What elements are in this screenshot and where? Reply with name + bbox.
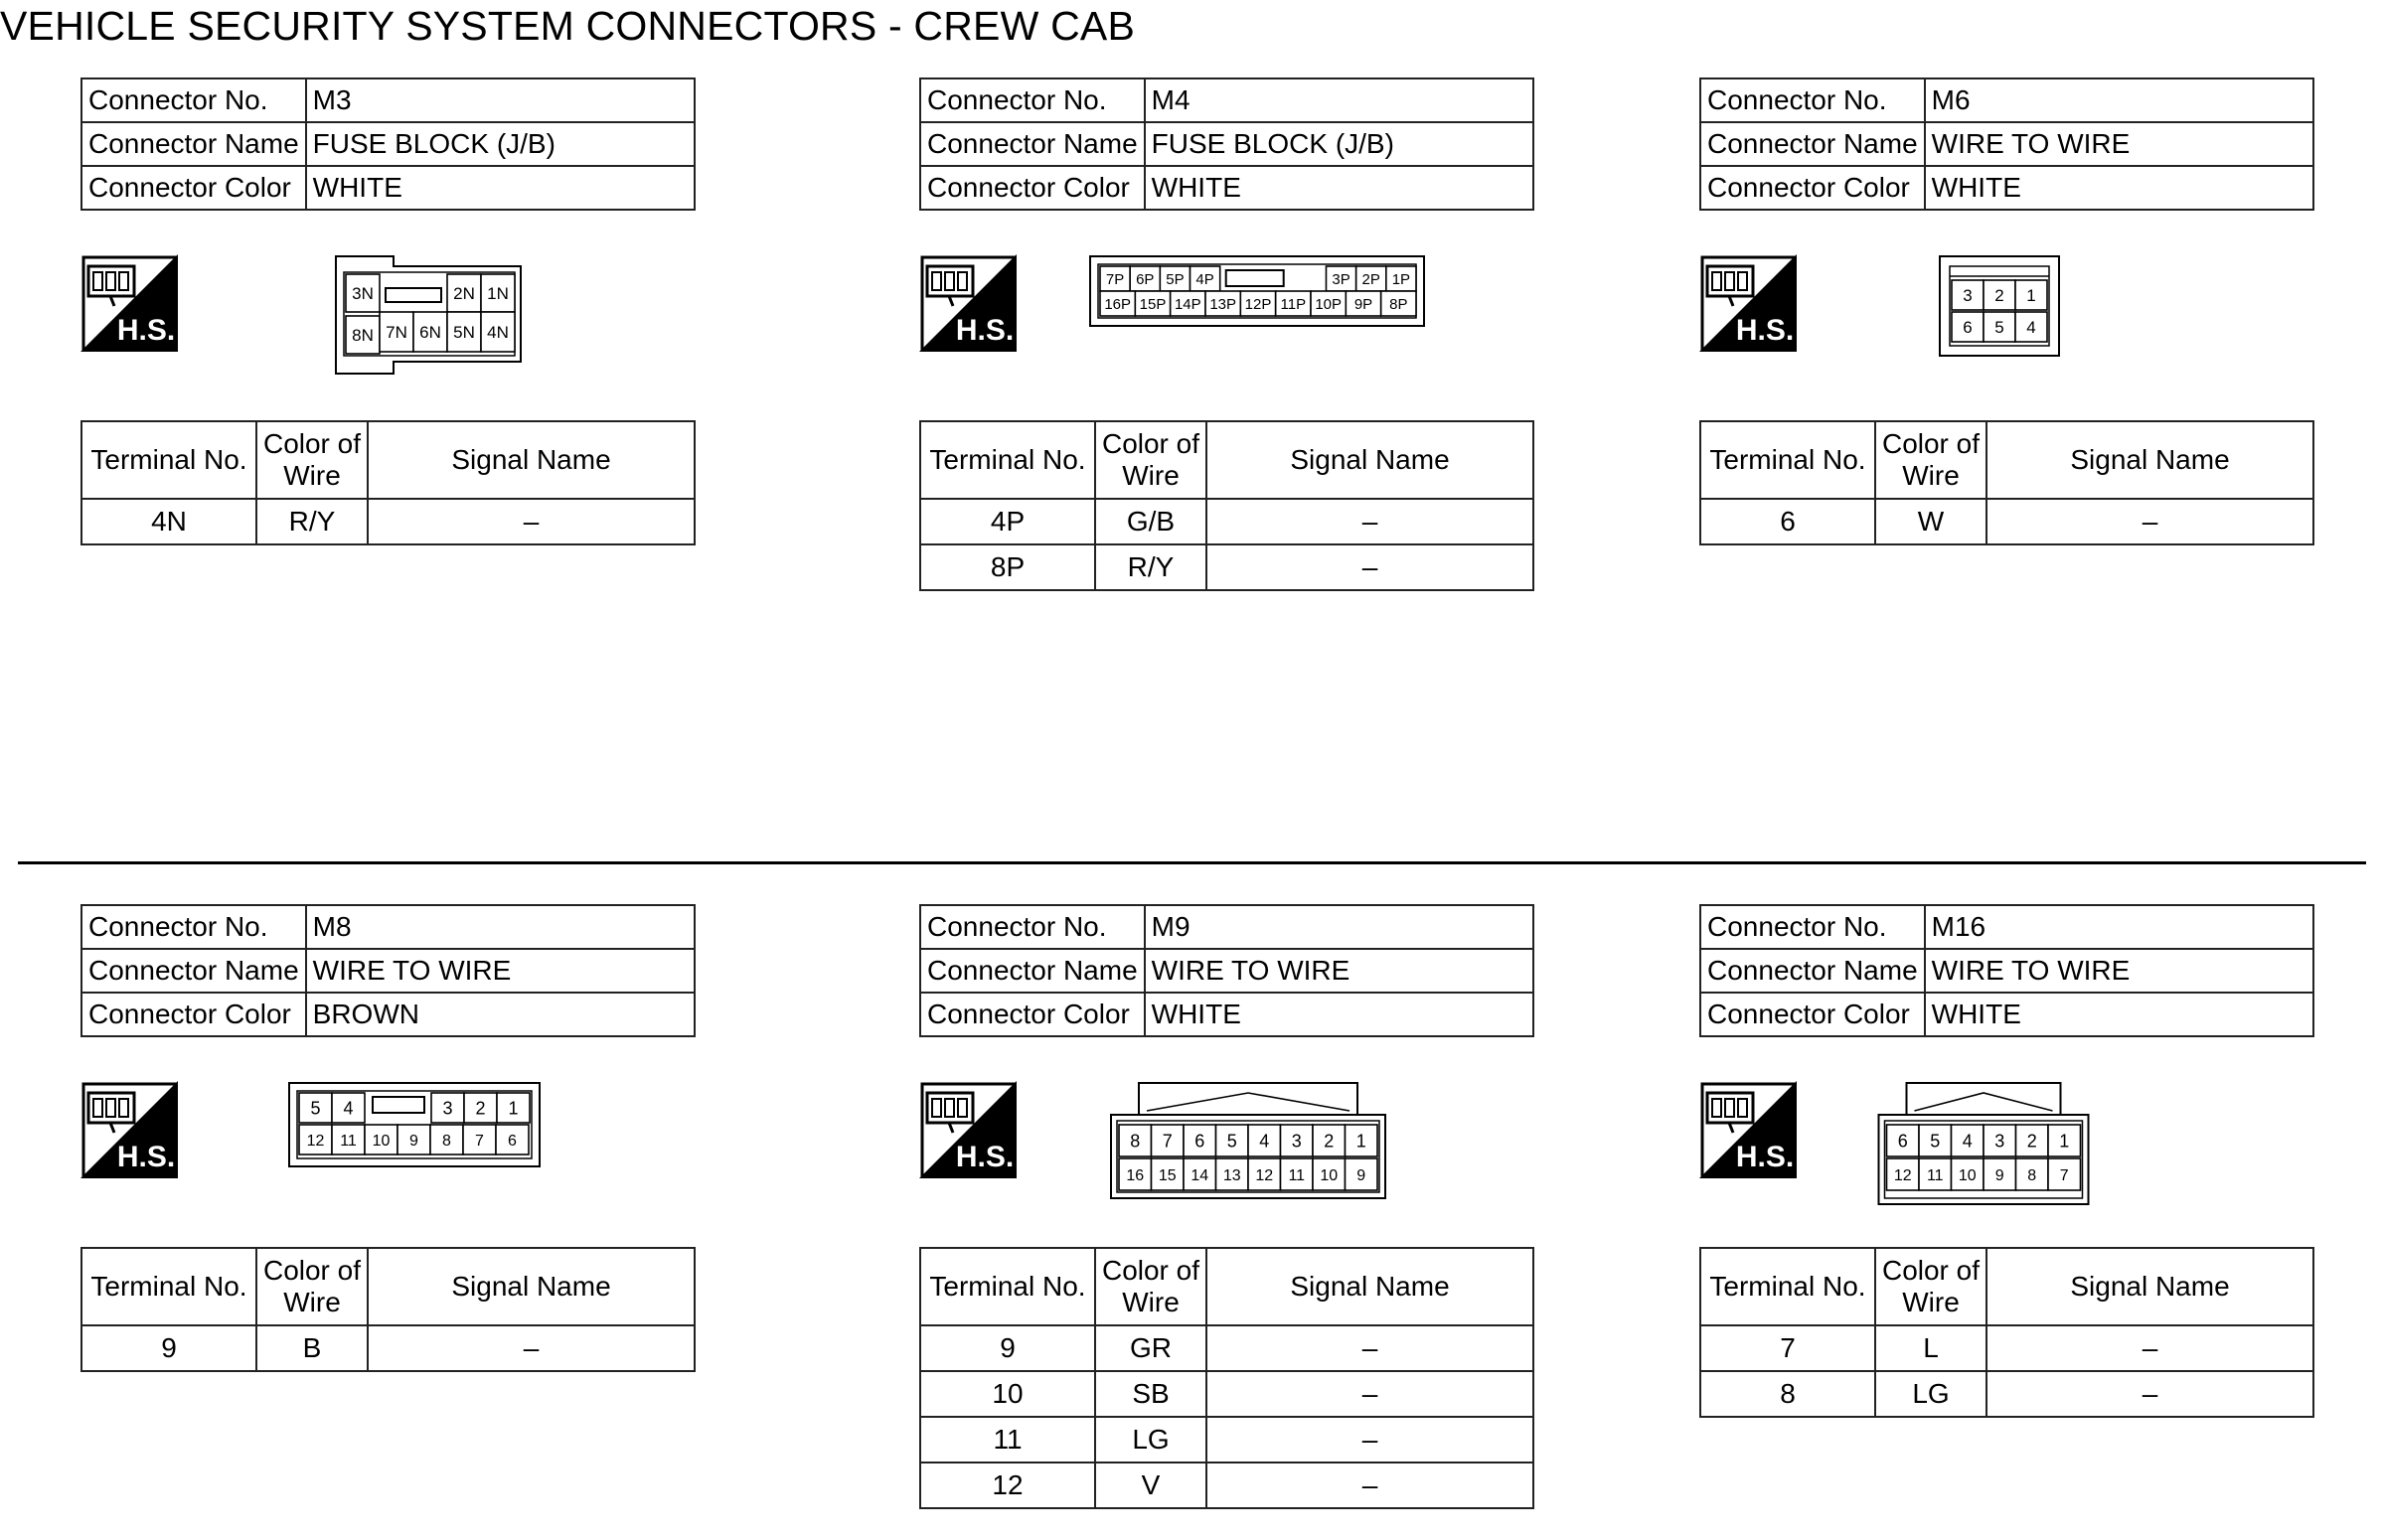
pin-label: 14 [1191, 1166, 1209, 1184]
pin-label: 4N [487, 323, 509, 343]
wire-header: Wire [1122, 460, 1180, 491]
pin-label: 7 [2059, 1166, 2069, 1184]
connector-block-m16 [1699, 904, 2335, 1540]
hs-label: H.S. [955, 1141, 1015, 1173]
wire-header: Wire [1902, 1287, 1960, 1317]
pin-label: 3 [442, 1098, 453, 1119]
pin-label: 2 [1324, 1131, 1335, 1152]
connector-info-table [80, 77, 696, 211]
pin-label: 5 [1994, 318, 2004, 338]
connector-color-label: Connector Color [81, 993, 306, 1036]
pin-label: 15P [1139, 295, 1167, 313]
pin-label: 11P [1280, 295, 1307, 313]
terminal-table [1699, 420, 2314, 545]
connector-color-value: BROWN [306, 993, 695, 1036]
color-of-wire-header: Color of [1881, 428, 1981, 459]
wire-color-cell: SB [1095, 1371, 1206, 1417]
pin-label: 4P [1195, 270, 1214, 288]
connector-info-table [919, 77, 1534, 211]
color-of-wire-header: Color of [1101, 1255, 1200, 1286]
table-row [920, 1463, 1533, 1508]
table-row [920, 1371, 1533, 1417]
pin-label: 10 [1958, 1166, 1977, 1184]
wire-color-cell: V [1095, 1463, 1206, 1508]
connector-name-value: FUSE BLOCK (J/B) [1145, 122, 1533, 166]
connector-info-table [80, 904, 696, 1037]
pin-label: 6 [1897, 1131, 1908, 1152]
color-of-wire-header: Color of [1881, 1255, 1981, 1286]
connector-no-label: Connector No. [1700, 78, 1925, 122]
signal-name-header: Signal Name [1986, 1248, 2313, 1325]
connector-info-table [919, 904, 1534, 1037]
pin-label: 9 [1356, 1166, 1366, 1184]
pin-label: 8P [1389, 295, 1408, 313]
wire-header: Wire [283, 1287, 341, 1317]
signal-name-cell: – [368, 499, 695, 544]
connector-color-label: Connector Color [1700, 166, 1925, 210]
pin-label: 4 [1259, 1131, 1270, 1152]
connector-info-table [1699, 77, 2314, 211]
terminal-no-header: Terminal No. [920, 421, 1095, 499]
pin-label: 1 [508, 1098, 519, 1119]
connector-no-label: Connector No. [1700, 905, 1925, 949]
pin-label: 8 [442, 1132, 451, 1150]
section-divider [18, 861, 2366, 864]
pin-label: 10 [372, 1132, 391, 1150]
terminal-no-header: Terminal No. [1700, 421, 1875, 499]
connector-name-label: Connector Name [1700, 122, 1925, 166]
signal-name-cell: – [1206, 1417, 1533, 1463]
connector-name-value: WIRE TO WIRE [1925, 122, 2313, 166]
connector-no-label: Connector No. [81, 78, 306, 122]
pin-label: 14P [1174, 295, 1201, 313]
pin-label: 8N [352, 326, 374, 346]
wire-color-cell: W [1875, 499, 1986, 544]
connector-name-value: FUSE BLOCK (J/B) [306, 122, 695, 166]
terminal-table [919, 420, 1534, 591]
pin-label: 2 [2026, 1131, 2037, 1152]
connector-color-label: Connector Color [1700, 993, 1925, 1036]
signal-name-cell: – [1206, 499, 1533, 544]
signal-name-cell: – [368, 1325, 695, 1371]
table-row [1700, 1371, 2313, 1417]
signal-name-cell: – [1206, 1463, 1533, 1508]
pin-label: 7P [1105, 270, 1125, 288]
wire-color-cell: LG [1875, 1371, 1986, 1417]
table-row [1700, 499, 2313, 544]
signal-name-header: Signal Name [368, 1248, 695, 1325]
terminal-cell: 12 [920, 1463, 1095, 1508]
pin-label: 3 [1963, 286, 1973, 306]
table-row [81, 1325, 695, 1371]
table-row [920, 1325, 1533, 1371]
terminal-cell: 4N [81, 499, 256, 544]
connector-no-value: M8 [306, 905, 695, 949]
signal-name-header: Signal Name [1206, 421, 1533, 499]
connector-color-label: Connector Color [920, 166, 1145, 210]
wire-color-cell: R/Y [256, 499, 368, 544]
terminal-cell: 7 [1700, 1325, 1875, 1371]
pin-label: 15 [1158, 1166, 1177, 1184]
wire-header: Wire [283, 460, 341, 491]
pin-label: 3N [352, 284, 374, 304]
hs-label: H.S. [955, 314, 1015, 347]
terminal-no-header: Terminal No. [81, 1248, 256, 1325]
connector-name-label: Connector Name [81, 949, 306, 993]
signal-name-cell: – [1986, 499, 2313, 544]
connector-block-m8 [80, 904, 716, 1540]
connector-color-value: WHITE [1145, 993, 1533, 1036]
connector-name-value: WIRE TO WIRE [306, 949, 695, 993]
pin-label: 2P [1361, 270, 1380, 288]
terminal-table [80, 420, 696, 545]
terminal-cell: 6 [1700, 499, 1875, 544]
pin-label: 3 [1291, 1131, 1302, 1152]
connector-name-label: Connector Name [920, 122, 1145, 166]
connector-no-label: Connector No. [81, 905, 306, 949]
pin-label: 6N [419, 323, 441, 343]
connector-block-m6 [1699, 77, 2335, 713]
pin-label: 12 [306, 1132, 325, 1150]
terminal-table [919, 1247, 1534, 1509]
table-row [920, 544, 1533, 590]
connector-color-value: WHITE [1145, 166, 1533, 210]
pin-label: 6 [1194, 1131, 1205, 1152]
pin-label: 6 [508, 1132, 517, 1150]
connector-no-value: M6 [1925, 78, 2313, 122]
connector-no-label: Connector No. [920, 905, 1145, 949]
pin-label: 11 [1288, 1166, 1306, 1184]
wire-color-cell: R/Y [1095, 544, 1206, 590]
connector-color-value: WHITE [1925, 166, 2313, 210]
connector-name-label: Connector Name [1700, 949, 1925, 993]
wire-color-cell: G/B [1095, 499, 1206, 544]
pin-label: 1P [1391, 270, 1411, 288]
pin-label: 7 [1162, 1131, 1173, 1152]
pin-label: 4 [2026, 318, 2036, 338]
wire-header: Wire [1902, 460, 1960, 491]
pin-label: 2 [1994, 286, 2004, 306]
color-of-wire-header: Color of [262, 1255, 362, 1286]
signal-name-cell: – [1206, 544, 1533, 590]
terminal-cell: 10 [920, 1371, 1095, 1417]
color-of-wire-header: Color of [1101, 428, 1200, 459]
connector-no-value: M4 [1145, 78, 1533, 122]
hs-label: H.S. [1735, 314, 1795, 347]
signal-name-cell: – [1986, 1371, 2313, 1417]
connector-name-value: WIRE TO WIRE [1925, 949, 2313, 993]
hs-label: H.S. [116, 314, 176, 347]
terminal-cell: 8 [1700, 1371, 1875, 1417]
wire-color-cell: B [256, 1325, 368, 1371]
terminal-no-header: Terminal No. [920, 1248, 1095, 1325]
terminal-cell: 8P [920, 544, 1095, 590]
pin-label: 13 [1222, 1166, 1241, 1184]
harness-side-icon [80, 1081, 178, 1178]
terminal-cell: 11 [920, 1417, 1095, 1463]
table-row [920, 499, 1533, 544]
connector-face-diagram [287, 1081, 546, 1172]
connector-info-table [1699, 904, 2314, 1037]
connector-face-diagram [334, 254, 527, 380]
pin-label: 7 [475, 1132, 484, 1150]
terminal-cell: 9 [81, 1325, 256, 1371]
pin-label: 11 [1926, 1166, 1944, 1184]
pin-label: 12P [1244, 295, 1272, 313]
signal-name-header: Signal Name [368, 421, 695, 499]
pin-label: 6 [1963, 318, 1973, 338]
pin-label: 4 [1962, 1131, 1973, 1152]
wire-color-cell: L [1875, 1325, 1986, 1371]
signal-name-header: Signal Name [1986, 421, 2313, 499]
connector-block-m9 [919, 904, 1555, 1540]
connector-no-label: Connector No. [920, 78, 1145, 122]
signal-name-cell: – [1206, 1371, 1533, 1417]
pin-label: 9 [409, 1132, 418, 1150]
pin-label: 2N [453, 284, 475, 304]
connector-color-value: WHITE [306, 166, 695, 210]
pin-label: 5 [1930, 1131, 1941, 1152]
pin-label: 2 [475, 1098, 486, 1119]
table-row [920, 1417, 1533, 1463]
pin-label: 12 [1255, 1166, 1274, 1184]
terminal-no-header: Terminal No. [81, 421, 256, 499]
terminal-cell: 9 [920, 1325, 1095, 1371]
signal-name-cell: – [1206, 1325, 1533, 1371]
connector-face-diagram [1873, 1081, 2098, 1210]
hs-label: H.S. [1735, 1141, 1795, 1173]
pin-label: 5 [1226, 1131, 1237, 1152]
pin-label: 3 [1994, 1131, 2005, 1152]
harness-side-icon [80, 254, 178, 352]
connector-no-value: M9 [1145, 905, 1533, 949]
harness-side-icon [1699, 254, 1797, 352]
pin-label: 1 [1355, 1131, 1366, 1152]
wire-color-cell: GR [1095, 1325, 1206, 1371]
pin-label: 9 [1994, 1166, 2004, 1184]
pin-label: 5P [1166, 270, 1185, 288]
terminal-cell: 4P [920, 499, 1095, 544]
connector-color-label: Connector Color [81, 166, 306, 210]
connector-name-value: WIRE TO WIRE [1145, 949, 1533, 993]
table-row [81, 499, 695, 544]
pin-label: 16P [1104, 295, 1132, 313]
terminal-table [80, 1247, 696, 1372]
connector-face-diagram [1108, 1081, 1392, 1204]
pin-label: 9P [1353, 295, 1373, 313]
connector-block-m4 [919, 77, 1555, 713]
pin-label: 16 [1126, 1166, 1145, 1184]
pin-label: 10 [1320, 1166, 1339, 1184]
pin-label: 1 [2026, 286, 2036, 306]
connector-name-label: Connector Name [920, 949, 1145, 993]
pin-label: 4 [343, 1098, 354, 1119]
pin-label: 3P [1332, 270, 1350, 288]
pin-label: 1 [2059, 1131, 2070, 1152]
harness-side-icon [919, 1081, 1017, 1178]
harness-side-icon [919, 254, 1017, 352]
pin-label: 8 [1130, 1131, 1141, 1152]
pin-label: 13P [1209, 295, 1237, 313]
connector-no-value: M3 [306, 78, 695, 122]
connector-no-value: M16 [1925, 905, 2313, 949]
connector-color-value: WHITE [1925, 993, 2313, 1036]
connector-block-m3 [80, 77, 716, 713]
connector-name-label: Connector Name [81, 122, 306, 166]
connector-face-diagram [1088, 254, 1430, 332]
table-row [1700, 1325, 2313, 1371]
pin-label: 7N [386, 323, 407, 343]
pin-label: 8 [2027, 1166, 2037, 1184]
pin-label: 1N [487, 284, 509, 304]
connector-face-diagram [1938, 254, 2065, 362]
pin-label: 5N [453, 323, 475, 343]
pin-label: 12 [1893, 1166, 1912, 1184]
signal-name-cell: – [1986, 1325, 2313, 1371]
wire-color-cell: LG [1095, 1417, 1206, 1463]
color-of-wire-header: Color of [262, 428, 362, 459]
terminal-no-header: Terminal No. [1700, 1248, 1875, 1325]
pin-label: 5 [310, 1098, 321, 1119]
signal-name-header: Signal Name [1206, 1248, 1533, 1325]
connector-color-label: Connector Color [920, 993, 1145, 1036]
pin-label: 11 [340, 1132, 357, 1150]
page-title: VEHICLE SECURITY SYSTEM CONNECTORS - CREW CAB [0, 3, 1135, 49]
hs-label: H.S. [116, 1141, 176, 1173]
pin-label: 10P [1315, 295, 1343, 313]
terminal-table [1699, 1247, 2314, 1418]
pin-label: 6P [1136, 270, 1155, 288]
harness-side-icon [1699, 1081, 1797, 1178]
wire-header: Wire [1122, 1287, 1180, 1317]
